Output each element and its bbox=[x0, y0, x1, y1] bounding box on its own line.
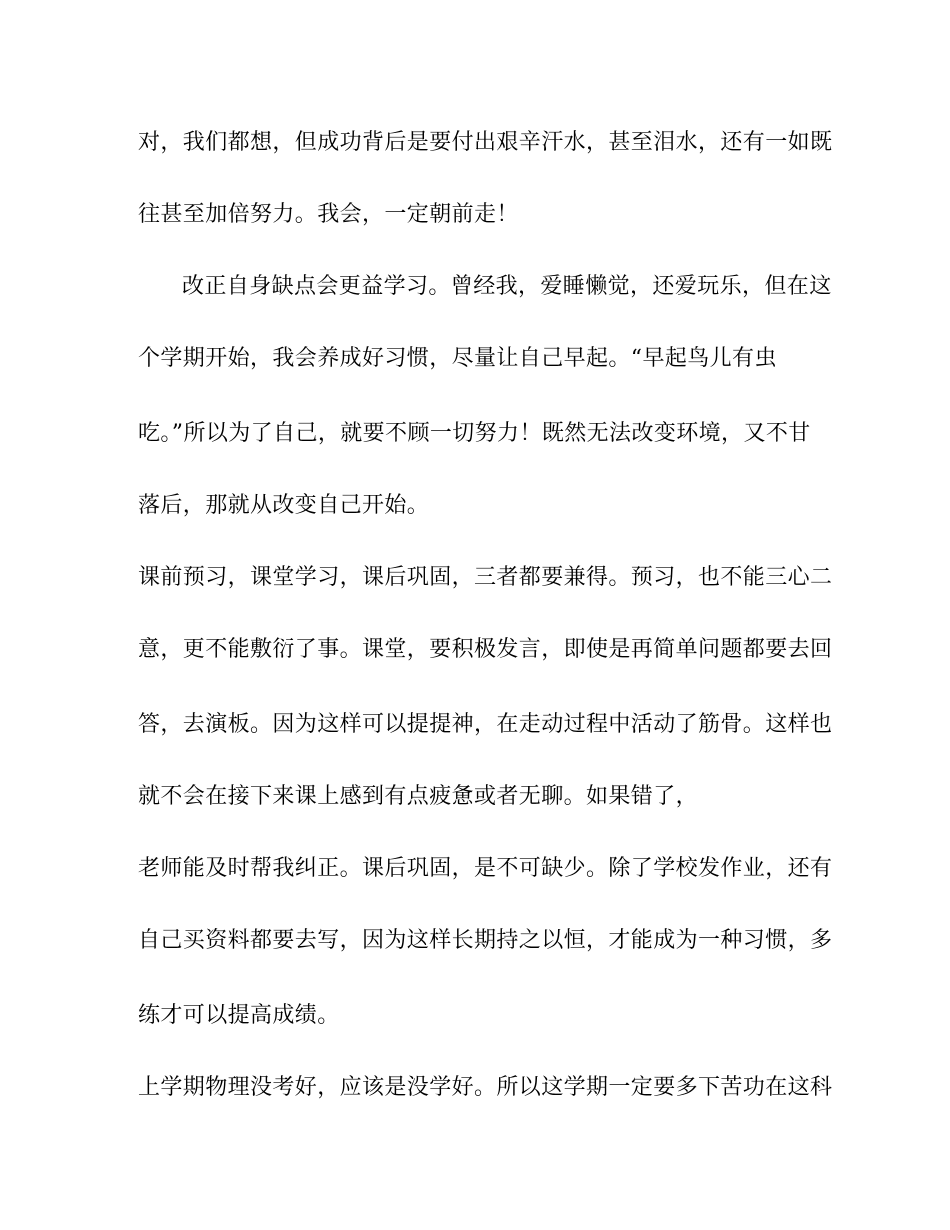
text-line: 老师能及时帮我纠正。课后巩固，是不可缺少。除了学校发作业，还有 bbox=[138, 856, 833, 881]
text-line: 课前预习，课堂学习，课后巩固，三者都要兼得。预习，也不能三心二 bbox=[138, 565, 833, 590]
text-line: 就不会在接下来课上感到有点疲惫或者无聊。如果错了， bbox=[138, 784, 699, 809]
text-line: 意，更不能敷衍了事。课堂，要积极发言，即使是再简单问题都要去回 bbox=[138, 637, 833, 662]
text-line: 改正自身缺点会更益学习。曾经我，爱睡懒觉，还爱玩乐，但在这 bbox=[182, 274, 832, 299]
text-line: 练才可以提高成绩。 bbox=[138, 1003, 340, 1028]
text-line: 对，我们都想，但成功背后是要付出艰辛汗水，甚至泪水，还有一如既 bbox=[138, 130, 833, 155]
text-line: 自己买资料都要去写，因为这样长期持之以恒，才能成为一种习惯，多 bbox=[138, 928, 833, 953]
text-line: 上学期物理没考好，应该是没学好。所以这学期一定要多下苦功在这科 bbox=[138, 1075, 833, 1100]
text-line: 往甚至加倍努力。我会，一定朝前走！ bbox=[138, 202, 519, 227]
text-line: 吃。”所以为了自己，就要不顾一切努力！既然无法改变环境，又不甘 bbox=[138, 421, 811, 446]
text-line: 落后，那就从改变自己开始。 bbox=[138, 493, 430, 518]
text-line: 答，去演板。因为这样可以提提神，在走动过程中活动了筋骨。这样也 bbox=[138, 712, 833, 737]
text-line: 个学期开始，我会养成好习惯，尽量让自己早起。“早起鸟儿有虫 bbox=[138, 346, 777, 371]
